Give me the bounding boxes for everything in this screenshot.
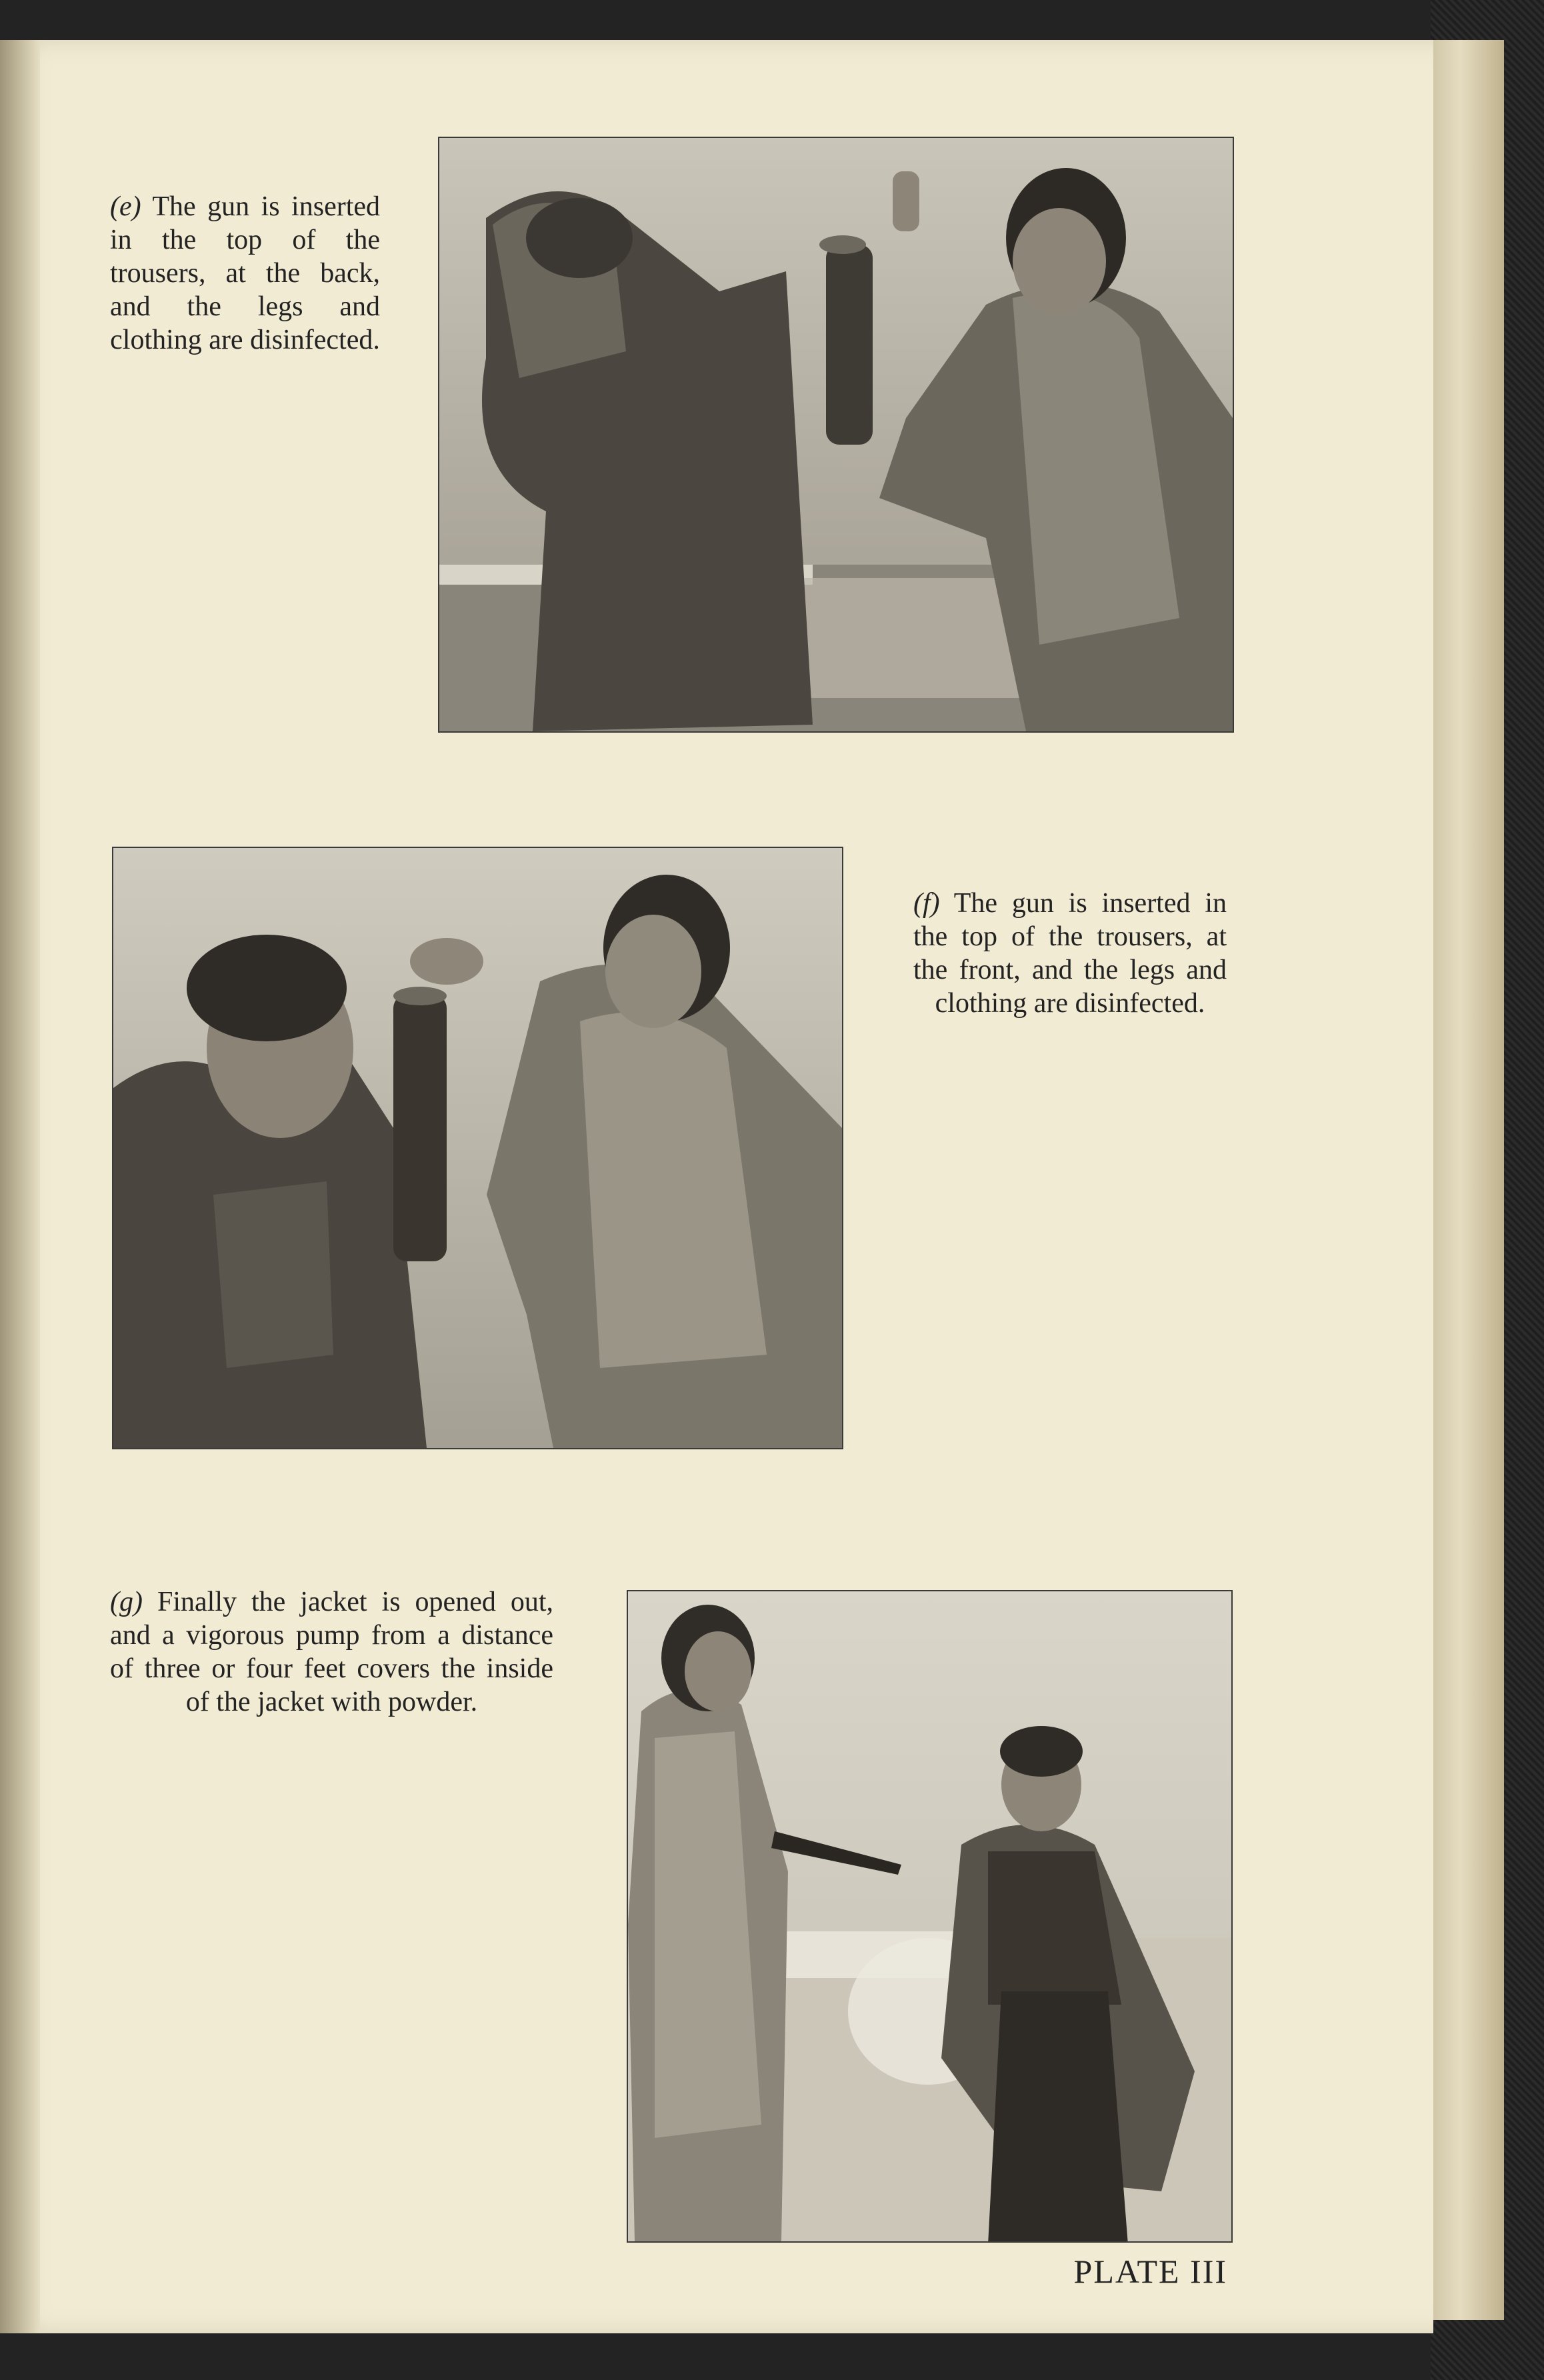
caption-e — [110, 190, 380, 357]
caption-f-text: The gun is inserted in the top of the trousers, at the front, and the legs and clothing are disinfected. — [913, 888, 1227, 1019]
page-edges — [1431, 40, 1504, 2320]
caption-e-text: The gun is inserted in the top of the trousers, at the back, and the legs and clothing are disinfected. — [110, 191, 381, 355]
page-gutter — [0, 40, 40, 2333]
photo-e — [438, 137, 1234, 733]
caption-g — [110, 1585, 553, 1719]
caption-e-label: (e) — [110, 191, 141, 222]
caption-g-label: (g) — [110, 1587, 143, 1617]
photo-f — [112, 847, 843, 1449]
photo-e-image — [439, 138, 1233, 731]
photo-f-image — [113, 848, 842, 1448]
caption-f — [913, 887, 1227, 1020]
caption-f-label: (f) — [913, 888, 940, 919]
caption-g-text: Finally the jacket is opened out, and a vigorous pump from a distance of three or four feet covers the inside of the jacket with powder. — [110, 1587, 554, 1717]
plate-label: PLATE III — [1073, 2253, 1227, 2290]
photo-g — [627, 1590, 1233, 2243]
photo-g-image — [628, 1591, 1231, 2241]
